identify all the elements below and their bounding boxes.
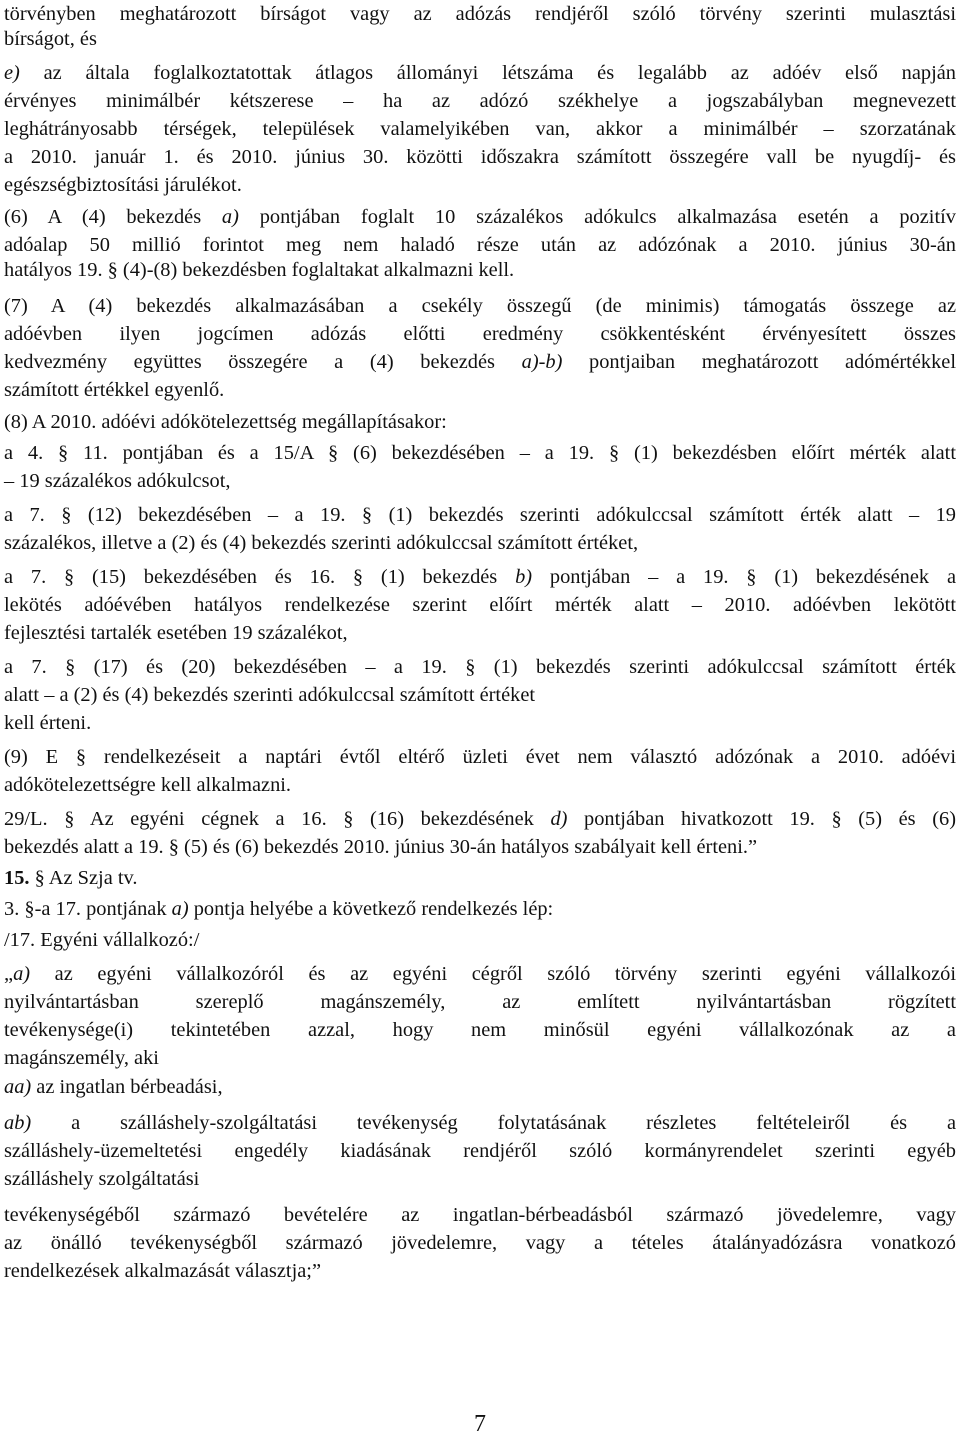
text-run: az általa foglalkoztatottak átlagos állományi létszáma és legalább az adóév első napján — [19, 62, 956, 84]
text-run: pontja helyébe a következő rendelkezés lép: — [188, 898, 554, 920]
text-line — [4, 1231, 956, 1256]
text-run: a)-b) — [521, 351, 563, 373]
text-run: 29/L. § Az egyéni cégnek a 16. § (16) bekezdésének — [4, 808, 551, 830]
text-run: egészségbiztosítási járulékot. — [4, 174, 242, 196]
text-run: a 7. § (17) és (20) bekezdésében – a 19. § (1) bekezdés szerinti adókulccsal számított érték — [4, 656, 956, 678]
text-run: /17. Egyéni vállalkozó:/ — [4, 929, 200, 951]
text-line — [4, 807, 956, 832]
text-run: adókötelezettségre kell alkalmazni. — [4, 774, 292, 796]
page-number: 7 — [474, 1411, 486, 1437]
text-run: a) — [221, 206, 239, 228]
text-line — [4, 89, 956, 114]
text-run: az ingatlan bérbeadási, — [31, 1076, 223, 1098]
text-run: ab) — [4, 1112, 32, 1134]
text-run: (6) A (4) bekezdés — [4, 206, 222, 228]
text-line — [4, 378, 956, 403]
text-run: szálláshely szolgáltatási — [4, 1168, 200, 1190]
text-line — [4, 322, 956, 347]
text-line — [4, 503, 956, 528]
text-line — [4, 1018, 956, 1043]
text-line — [4, 773, 956, 798]
text-line — [4, 1259, 956, 1284]
text-line — [4, 469, 956, 494]
text-run: a 4. § 11. pontjában és a 15/A § (6) bekezdésében – a 19. § (1) bekezdésben előírt mérték alatt — [4, 442, 956, 464]
text-run: magánszemély, aki — [4, 1047, 159, 1069]
text-line — [4, 27, 956, 52]
text-run: „ — [4, 963, 14, 985]
text-run: aa) — [4, 1076, 32, 1098]
text-line — [4, 1075, 956, 1100]
text-run: b) — [515, 566, 533, 588]
text-line — [4, 258, 956, 283]
text-line — [4, 61, 956, 86]
text-run: százalékos, illetve a (2) és (4) bekezdés szerinti adókulccsal számított értéket, — [4, 532, 639, 554]
text-run: adóévben ilyen jogcímen adózás előtti eredmény csökkentésként érvényesített összes — [4, 323, 956, 345]
text-run: § Az Szja tv. — [29, 867, 138, 889]
text-line — [4, 683, 956, 708]
text-line — [4, 173, 956, 198]
text-line — [4, 117, 956, 142]
text-line — [4, 350, 956, 375]
text-run: a) — [13, 963, 31, 985]
text-line — [4, 711, 956, 736]
text-run: rendelkezések alkalmazását választja;” — [4, 1260, 322, 1282]
text-line — [4, 593, 956, 618]
text-run: bekezdés alatt a 19. § (5) és (6) bekezdés 2010. június 30-án hatályos szabályait kell érteni.” — [4, 836, 758, 858]
text-run: 3. §-a 17. pontjának — [4, 898, 172, 920]
text-run: leghátrányosabb térségek, települések valamelyikében van, akkor a minimálbér – szorzatának — [4, 118, 956, 140]
text-run: a 7. § (12) bekezdésében – a 19. § (1) bekezdés szerinti adókulccsal számított érték alatt – 19 — [4, 504, 956, 526]
text-line — [4, 1139, 956, 1164]
text-run: adóalap 50 millió forintot meg nem haladó része után az adózónak a 2010. június 30-án — [4, 234, 956, 256]
text-line — [4, 1046, 956, 1071]
text-run: (9) E § rendelkezéseit a naptári évtől eltérő üzleti évet nem választó adózónak a 2010. adóévi — [4, 746, 956, 768]
text-line — [4, 866, 956, 891]
text-line — [4, 531, 956, 556]
text-run: lekötés adóévében hatályos rendelkezése szerint előírt mérték alatt – 2010. adóévben lekötött — [4, 594, 956, 616]
text-run: az egyéni vállalkozóról és az egyéni cégről szóló törvény szerinti egyéni vállalkozói — [30, 963, 956, 985]
text-run: kell érteni. — [4, 712, 92, 734]
text-run: a 2010. január 1. és 2010. június 30. közötti időszakra számított összegére vall be nyugdíj- és — [4, 146, 956, 168]
text-run: a szálláshely-szolgáltatási tevékenység folytatásának részletes feltételeiről és a — [31, 1112, 956, 1134]
text-line — [4, 205, 956, 230]
text-line — [4, 655, 956, 680]
text-line — [4, 145, 956, 170]
text-run: fejlesztési tartalék esetében 19 százalékot, — [4, 622, 348, 644]
text-run: tevékenységéből származó bevételére az ingatlan-bérbeadásból származó jövedelemre, vagy — [4, 1204, 956, 1226]
text-run: hatályos 19. § (4)-(8) bekezdésben foglaltakat alkalmazni kell. — [4, 259, 515, 281]
text-run: pontjában hivatkozott 19. § (5) és (6) — [567, 808, 956, 830]
text-run: törvényben meghatározott bírságot vagy az adózás rendjéről szóló törvény szerinti mulasztási — [4, 3, 956, 25]
text-line — [4, 294, 956, 319]
text-run: tevékenysége(i) tekintetében azzal, hogy nem minősül egyéni vállalkozónak az a — [4, 1019, 956, 1041]
text-line — [4, 1167, 956, 1192]
text-run: a 7. § (15) bekezdésében és 16. § (1) bekezdés — [4, 566, 516, 588]
text-line — [4, 835, 956, 860]
text-run: számított értékkel egyenlő. — [4, 379, 225, 401]
text-run: e) — [4, 62, 20, 84]
text-run: 15. — [4, 867, 30, 889]
text-run: pontjaiban meghatározott adómértékkel — [562, 351, 956, 373]
text-run: érvényes minimálbér kétszerese – ha az adózó székhelye a jogszabályban megnevezett — [4, 90, 956, 112]
text-line — [4, 441, 956, 466]
text-line — [4, 928, 956, 953]
text-run: nyilvántartásban szereplő magánszemély, az említett nyilvántartásban rögzített — [4, 991, 956, 1013]
text-line — [4, 990, 956, 1015]
text-line — [4, 233, 956, 258]
text-run: (8) A 2010. adóévi adókötelezettség megállapításakor: — [4, 411, 447, 433]
text-line — [4, 410, 956, 435]
text-line — [4, 621, 956, 646]
text-line — [4, 962, 956, 987]
text-run: (7) A (4) bekezdés alkalmazásában a csekély összegű (de minimis) támogatás összege az — [4, 295, 956, 317]
text-line — [4, 897, 956, 922]
text-run: az önálló tevékenységből származó jövedelemre, vagy a tételes átalányadózásra vonatkozó — [4, 1232, 956, 1254]
text-line — [4, 1111, 956, 1136]
text-line — [4, 565, 956, 590]
text-run: szálláshely-üzemeltetési engedély kiadásának rendjéről szóló kormányrendelet szerinti egyéb — [4, 1140, 956, 1162]
text-line — [4, 745, 956, 770]
text-run: pontjában foglalt 10 százalékos adókulcs alkalmazása esetén a pozitív — [238, 206, 956, 228]
text-run: a) — [171, 898, 189, 920]
text-run: d) — [550, 808, 568, 830]
text-run: – 19 százalékos adókulcsot, — [4, 470, 231, 492]
text-line — [4, 1203, 956, 1228]
text-run: alatt – a (2) és (4) bekezdés szerinti adókulccsal számított értéket — [4, 684, 536, 706]
text-run: kedvezmény együttes összegére a (4) bekezdés — [4, 351, 522, 373]
text-line — [4, 2, 956, 27]
text-run: bírságot, és — [4, 28, 97, 50]
text-run: pontjában – a 19. § (1) bekezdésének a — [532, 566, 956, 588]
